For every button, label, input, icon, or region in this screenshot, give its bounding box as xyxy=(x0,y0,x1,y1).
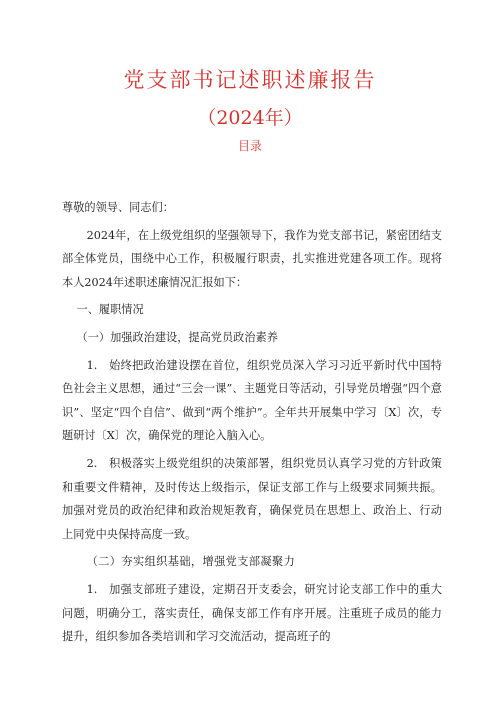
subsection-heading: （一）加强政治建设，提高党员政治素养 xyxy=(76,330,278,344)
body-paragraph: 1. 始终把政治建设摆在首位，组织党员深入学习习近平新时代中国特色社会主义思想，通过“三会一课”、主题党日等活动，引导党员增强“四个意识”、坚定“四个自信”、做到“两个维护”。全年共开展集中学习〔X〕次，专题研讨〔X〕次，确保党的理论入脑入心。 xyxy=(62,358,442,443)
body-paragraph: 1. 加强支部班子建设，定期召开支委会，研究讨论支部工作中的重大问题，明确分工，落实责任，确保支部工作有序开展。注重班子成员的能力提升，组织参加各类培训和学习交流活动，提高班子的 xyxy=(62,582,442,644)
document-body xyxy=(62,192,442,649)
salutation: 尊敬的领导、同志们： xyxy=(62,201,174,214)
document-title: 党支部书记述职述廉报告 xyxy=(123,68,377,92)
body-paragraph: 2. 积极落实上级党组织的决策部署，组织党员认真学习党的方针政策和重要文件精神，及时传达上级指示，保证支部工作与上级要求同频共振。加强对党员的政治纪律和政治规矩教育，确保党员在思想上、政治上、行动上同党中央保持高度一致。 xyxy=(62,456,442,541)
section-heading: 一、履职情况 xyxy=(76,303,144,317)
table-of-contents-link[interactable]: 目录 xyxy=(237,139,262,153)
report-year: （2024年） xyxy=(197,107,303,129)
intro-paragraph: 2024年，在上级党组织的坚强领导下，我作为党支部书记，紧密团结支部全体党员，围绕中心工作，积极履行职责，扎实推进党建各项工作。现将本人2024年述职述廉情况汇报如下： xyxy=(62,228,442,289)
subsection-heading: （二）夯实组织基础，增强党支部凝聚力 xyxy=(86,555,296,569)
